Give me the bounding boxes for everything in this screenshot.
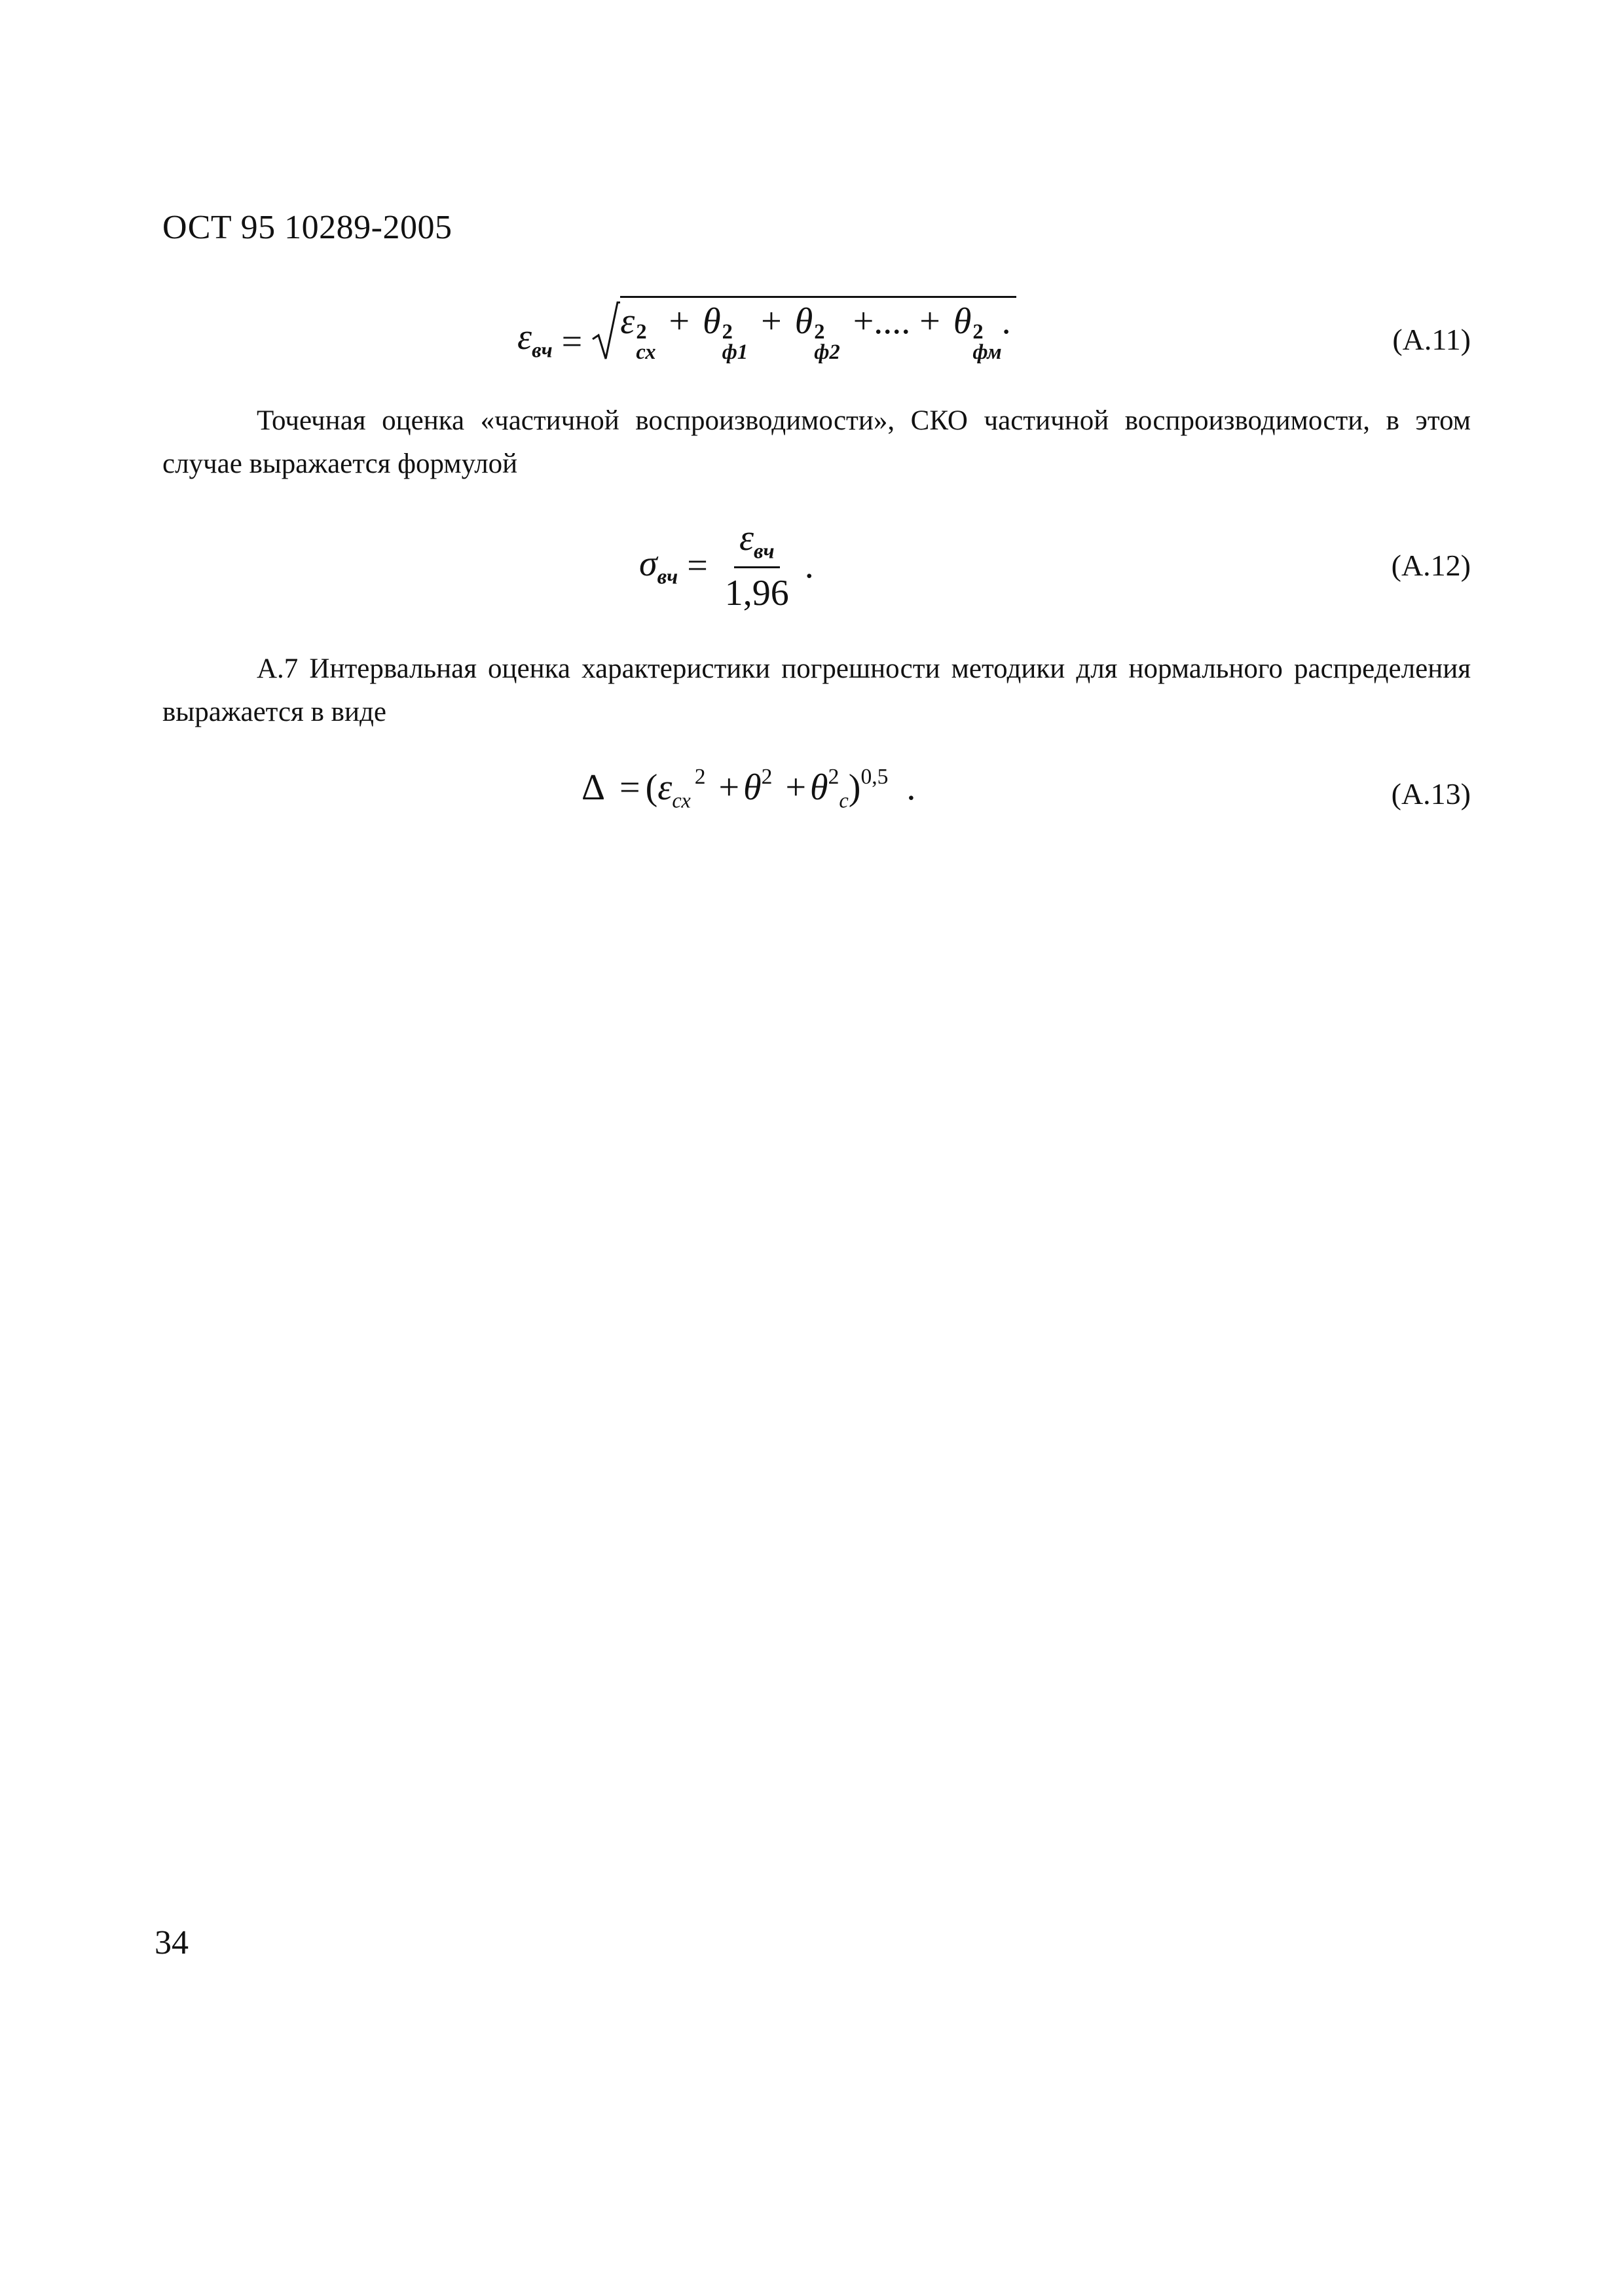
page-number: 34: [155, 1924, 189, 1961]
a12-denominator: 1,96: [724, 573, 789, 614]
equation-number-a12: (А.12): [1391, 549, 1471, 582]
a11-lhs: $\varepsilon_{вч}$: [517, 316, 553, 362]
a12-fraction: [720, 517, 794, 614]
paragraph-interval-estimate: А.7 Интервальная оценка характеристики погрешности методики для нормального распределения выражается в виде: [162, 653, 1471, 727]
document-code: ОСТ 95 10289-2005: [162, 209, 452, 246]
equation-a13: $\Delta = (\varepsilon_{сх}^2 + \theta^2 + \theta^2_с)^{0,5}$ .: [581, 765, 916, 813]
a11-radicand: ε 2 сх + θ 2 ф1 + θ 2 ф2 +.... + θ 2 фм .: [620, 296, 1016, 363]
a12-numerator: $\varepsilon_{вч}$: [734, 517, 780, 568]
radical-sign-icon: [591, 301, 620, 363]
equation-number-a11: (А.11): [1392, 323, 1471, 356]
equation-a12: $\sigma_{вч}$ = $\frac{\varepsilon_{вч}}{1,96}$ .: [639, 518, 814, 614]
equation-number-a13: (А.13): [1391, 777, 1471, 811]
a11-square-root: [591, 296, 1016, 363]
equation-a11: $\varepsilon_{вч}$ = ε 2 сх + θ 2 ф1 + θ 2 ф2 +.... + θ 2 фм .: [517, 296, 1016, 363]
a12-lhs: $\sigma_{вч}$: [639, 543, 678, 589]
paragraph-partial-reproducibility: Точечная оценка «частичной воспроизводимости», СКО частичной воспроизводимости, в этом случае выражается формулой: [162, 405, 1471, 479]
